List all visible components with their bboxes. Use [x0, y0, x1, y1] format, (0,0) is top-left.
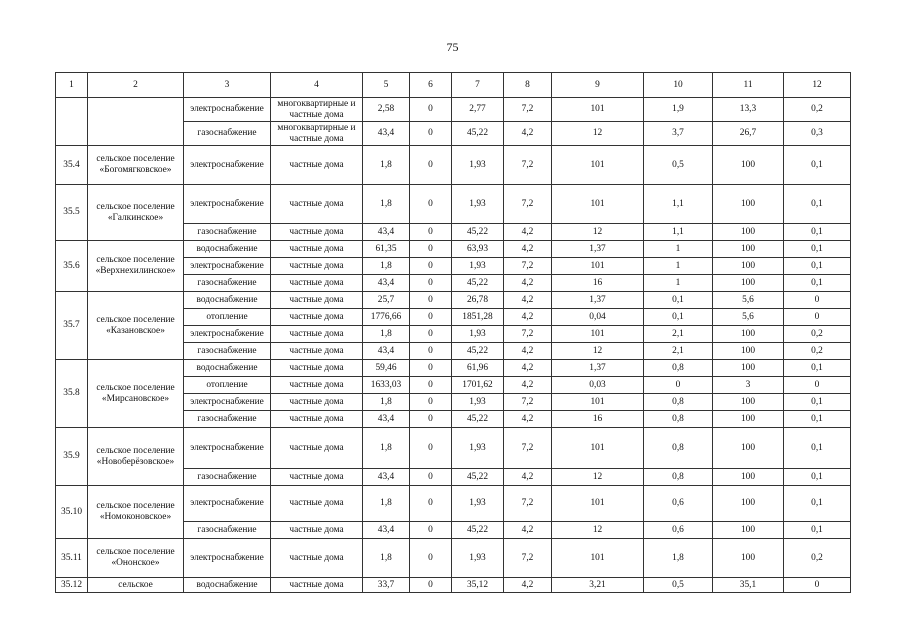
housing-type-cell: частные дома — [271, 185, 363, 224]
col-7-cell: 1,93 — [452, 428, 504, 469]
housing-type-cell: частные дома — [271, 394, 363, 411]
col-9-cell: 12 — [552, 469, 644, 486]
col-10-cell: 0,8 — [644, 469, 713, 486]
col-9-cell: 12 — [552, 343, 644, 360]
settlement-name-cell: сельское поселение «Богомягковское» — [88, 146, 184, 185]
col-6-cell: 0 — [410, 309, 452, 326]
col-11-cell: 100 — [713, 539, 784, 578]
settlement-name-cell: сельское поселение «Новоберёзовское» — [88, 428, 184, 486]
col-6-cell: 0 — [410, 394, 452, 411]
col-7-cell: 1,93 — [452, 394, 504, 411]
table-row — [56, 185, 851, 224]
column-header-12: 12 — [784, 73, 851, 98]
settlement-name-cell: сельское поселение «Мирсановское» — [88, 360, 184, 428]
col-9-cell: 101 — [552, 185, 644, 224]
settlement-name-cell: сельское поселение «Галкинское» — [88, 185, 184, 241]
settlement-name-cell: сельское — [88, 578, 184, 593]
col-12-cell: 0 — [784, 292, 851, 309]
col-8-cell: 4,2 — [504, 122, 552, 146]
housing-type-cell: частные дома — [271, 326, 363, 343]
col-8-cell: 4,2 — [504, 578, 552, 593]
col-5-cell: 1,8 — [363, 185, 410, 224]
col-7-cell: 45,22 — [452, 275, 504, 292]
column-header-5: 5 — [363, 73, 410, 98]
col-10-cell: 0,6 — [644, 486, 713, 522]
col-10-cell: 0,1 — [644, 292, 713, 309]
col-5-cell: 43,4 — [363, 275, 410, 292]
col-5-cell: 1,8 — [363, 326, 410, 343]
col-5-cell: 1,8 — [363, 428, 410, 469]
housing-type-cell: частные дома — [271, 428, 363, 469]
resource-type-cell: электроснабжение — [184, 185, 271, 224]
col-10-cell: 0,8 — [644, 428, 713, 469]
column-header-3: 3 — [184, 73, 271, 98]
resource-type-cell: водоснабжение — [184, 360, 271, 377]
settlement-name-cell: сельское поселение «Верхнехилинское» — [88, 241, 184, 292]
col-9-cell: 0,03 — [552, 377, 644, 394]
col-6-cell: 0 — [410, 241, 452, 258]
resource-type-cell: электроснабжение — [184, 486, 271, 522]
resource-type-cell: газоснабжение — [184, 224, 271, 241]
col-11-cell: 5,6 — [713, 309, 784, 326]
col-10-cell: 0,5 — [644, 146, 713, 185]
table-row — [56, 98, 851, 122]
col-7-cell: 1,93 — [452, 146, 504, 185]
col-10-cell: 1,9 — [644, 98, 713, 122]
col-5-cell: 43,4 — [363, 469, 410, 486]
col-5-cell: 1,8 — [363, 486, 410, 522]
header-row — [56, 73, 851, 98]
col-8-cell: 4,2 — [504, 360, 552, 377]
col-12-cell: 0,1 — [784, 394, 851, 411]
col-5-cell: 1,8 — [363, 146, 410, 185]
housing-type-cell: частные дома — [271, 578, 363, 593]
row-number-cell: 35.8 — [56, 360, 88, 428]
housing-type-cell: частные дома — [271, 377, 363, 394]
col-9-cell: 16 — [552, 411, 644, 428]
col-12-cell: 0,1 — [784, 469, 851, 486]
column-header-10: 10 — [644, 73, 713, 98]
col-7-cell: 63,93 — [452, 241, 504, 258]
col-11-cell: 100 — [713, 241, 784, 258]
col-5-cell: 1,8 — [363, 394, 410, 411]
col-10-cell: 0,5 — [644, 578, 713, 593]
col-10-cell: 2,1 — [644, 343, 713, 360]
col-8-cell: 7,2 — [504, 98, 552, 122]
col-7-cell: 1,93 — [452, 486, 504, 522]
column-header-7: 7 — [452, 73, 504, 98]
col-11-cell: 100 — [713, 258, 784, 275]
col-12-cell: 0,1 — [784, 522, 851, 539]
row-number-cell: 35.4 — [56, 146, 88, 185]
settlement-name-cell: сельское поселение «Номоконовское» — [88, 486, 184, 539]
col-6-cell: 0 — [410, 522, 452, 539]
col-8-cell: 4,2 — [504, 275, 552, 292]
resource-type-cell: отопление — [184, 309, 271, 326]
resource-type-cell: газоснабжение — [184, 122, 271, 146]
housing-type-cell: частные дома — [271, 343, 363, 360]
resource-type-cell: водоснабжение — [184, 241, 271, 258]
data-table — [55, 72, 851, 593]
col-9-cell: 1,37 — [552, 292, 644, 309]
col-10-cell: 0,8 — [644, 394, 713, 411]
col-9-cell: 101 — [552, 428, 644, 469]
col-10-cell: 0,1 — [644, 309, 713, 326]
col-9-cell: 1,37 — [552, 241, 644, 258]
col-5-cell: 43,4 — [363, 224, 410, 241]
col-12-cell: 0,1 — [784, 360, 851, 377]
col-5-cell: 1776,66 — [363, 309, 410, 326]
col-11-cell: 100 — [713, 522, 784, 539]
housing-type-cell: многоквартирные и частные дома — [271, 122, 363, 146]
col-11-cell: 35,1 — [713, 578, 784, 593]
table-row — [56, 292, 851, 309]
col-11-cell: 100 — [713, 428, 784, 469]
col-7-cell: 26,78 — [452, 292, 504, 309]
housing-type-cell: частные дома — [271, 292, 363, 309]
col-5-cell: 1,8 — [363, 258, 410, 275]
col-6-cell: 0 — [410, 343, 452, 360]
housing-type-cell: многоквартирные и частные дома — [271, 98, 363, 122]
col-11-cell: 5,6 — [713, 292, 784, 309]
col-9-cell: 1,37 — [552, 360, 644, 377]
col-7-cell: 35,12 — [452, 578, 504, 593]
row-number-cell: 35.12 — [56, 578, 88, 593]
col-8-cell: 4,2 — [504, 377, 552, 394]
col-11-cell: 100 — [713, 275, 784, 292]
col-9-cell: 12 — [552, 122, 644, 146]
col-8-cell: 7,2 — [504, 185, 552, 224]
col-8-cell: 4,2 — [504, 224, 552, 241]
col-6-cell: 0 — [410, 224, 452, 241]
housing-type-cell: частные дома — [271, 146, 363, 185]
row-number-cell — [56, 98, 88, 146]
resource-type-cell: газоснабжение — [184, 343, 271, 360]
col-8-cell: 4,2 — [504, 522, 552, 539]
col-11-cell: 100 — [713, 486, 784, 522]
col-6-cell: 0 — [410, 146, 452, 185]
col-12-cell: 0,1 — [784, 486, 851, 522]
resource-type-cell: электроснабжение — [184, 98, 271, 122]
col-8-cell: 7,2 — [504, 486, 552, 522]
col-12-cell: 0 — [784, 377, 851, 394]
housing-type-cell: частные дома — [271, 539, 363, 578]
col-12-cell: 0,1 — [784, 258, 851, 275]
col-8-cell: 7,2 — [504, 394, 552, 411]
col-11-cell: 100 — [713, 185, 784, 224]
col-9-cell: 101 — [552, 394, 644, 411]
col-6-cell: 0 — [410, 411, 452, 428]
col-7-cell: 1,93 — [452, 326, 504, 343]
col-6-cell: 0 — [410, 98, 452, 122]
column-header-1: 1 — [56, 73, 88, 98]
col-10-cell: 0,8 — [644, 411, 713, 428]
housing-type-cell: частные дома — [271, 241, 363, 258]
col-12-cell: 0,2 — [784, 98, 851, 122]
housing-type-cell: частные дома — [271, 309, 363, 326]
col-8-cell: 7,2 — [504, 258, 552, 275]
col-9-cell: 101 — [552, 146, 644, 185]
col-10-cell: 2,1 — [644, 326, 713, 343]
resource-type-cell: электроснабжение — [184, 326, 271, 343]
col-6-cell: 0 — [410, 185, 452, 224]
col-12-cell: 0,1 — [784, 411, 851, 428]
col-8-cell: 7,2 — [504, 146, 552, 185]
column-header-9: 9 — [552, 73, 644, 98]
col-8-cell: 7,2 — [504, 326, 552, 343]
resource-type-cell: электроснабжение — [184, 394, 271, 411]
col-10-cell: 1,8 — [644, 539, 713, 578]
col-7-cell: 1,93 — [452, 185, 504, 224]
col-12-cell: 0,1 — [784, 275, 851, 292]
col-6-cell: 0 — [410, 360, 452, 377]
col-11-cell: 100 — [713, 343, 784, 360]
col-8-cell: 4,2 — [504, 292, 552, 309]
col-10-cell: 3,7 — [644, 122, 713, 146]
row-number-cell: 35.11 — [56, 539, 88, 578]
col-11-cell: 100 — [713, 224, 784, 241]
col-10-cell: 1 — [644, 258, 713, 275]
col-12-cell: 0 — [784, 578, 851, 593]
resource-type-cell: газоснабжение — [184, 411, 271, 428]
col-5-cell: 33,7 — [363, 578, 410, 593]
column-header-11: 11 — [713, 73, 784, 98]
col-6-cell: 0 — [410, 539, 452, 578]
col-11-cell: 100 — [713, 469, 784, 486]
col-6-cell: 0 — [410, 258, 452, 275]
row-number-cell: 35.6 — [56, 241, 88, 292]
col-5-cell: 61,35 — [363, 241, 410, 258]
row-number-cell: 35.9 — [56, 428, 88, 486]
col-7-cell: 45,22 — [452, 122, 504, 146]
col-8-cell: 4,2 — [504, 343, 552, 360]
column-header-6: 6 — [410, 73, 452, 98]
table-row — [56, 146, 851, 185]
column-header-2: 2 — [88, 73, 184, 98]
table-row — [56, 241, 851, 258]
col-6-cell: 0 — [410, 292, 452, 309]
housing-type-cell: частные дома — [271, 224, 363, 241]
row-number-cell: 35.5 — [56, 185, 88, 241]
table-row — [56, 486, 851, 522]
housing-type-cell: частные дома — [271, 522, 363, 539]
housing-type-cell: частные дома — [271, 258, 363, 275]
col-12-cell: 0,2 — [784, 539, 851, 578]
col-6-cell: 0 — [410, 469, 452, 486]
col-12-cell: 0,1 — [784, 428, 851, 469]
col-5-cell: 1633,03 — [363, 377, 410, 394]
col-6-cell: 0 — [410, 326, 452, 343]
col-9-cell: 101 — [552, 486, 644, 522]
housing-type-cell: частные дома — [271, 469, 363, 486]
col-6-cell: 0 — [410, 275, 452, 292]
row-number-cell: 35.7 — [56, 292, 88, 360]
col-11-cell: 100 — [713, 326, 784, 343]
col-5-cell: 1,8 — [363, 539, 410, 578]
col-9-cell: 12 — [552, 522, 644, 539]
housing-type-cell: частные дома — [271, 486, 363, 522]
page-number: 75 — [446, 40, 459, 54]
col-5-cell: 43,4 — [363, 343, 410, 360]
col-6-cell: 0 — [410, 428, 452, 469]
col-6-cell: 0 — [410, 122, 452, 146]
col-12-cell: 0 — [784, 309, 851, 326]
housing-type-cell: частные дома — [271, 275, 363, 292]
col-10-cell: 1,1 — [644, 224, 713, 241]
table-row — [56, 428, 851, 469]
col-6-cell: 0 — [410, 377, 452, 394]
col-8-cell: 4,2 — [504, 309, 552, 326]
col-7-cell: 2,77 — [452, 98, 504, 122]
resource-type-cell: электроснабжение — [184, 428, 271, 469]
col-8-cell: 4,2 — [504, 241, 552, 258]
col-8-cell: 7,2 — [504, 539, 552, 578]
resource-type-cell: электроснабжение — [184, 539, 271, 578]
col-6-cell: 0 — [410, 578, 452, 593]
col-12-cell: 0,3 — [784, 122, 851, 146]
settlement-name-cell — [88, 98, 184, 146]
col-10-cell: 0 — [644, 377, 713, 394]
col-5-cell: 43,4 — [363, 122, 410, 146]
col-10-cell: 0,6 — [644, 522, 713, 539]
col-10-cell: 1,1 — [644, 185, 713, 224]
col-12-cell: 0,2 — [784, 343, 851, 360]
settlement-name-cell: сельское поселение «Ононское» — [88, 539, 184, 578]
col-7-cell: 45,22 — [452, 224, 504, 241]
col-11-cell: 100 — [713, 360, 784, 377]
col-10-cell: 0,8 — [644, 360, 713, 377]
col-8-cell: 4,2 — [504, 469, 552, 486]
resource-type-cell: электроснабжение — [184, 258, 271, 275]
col-12-cell: 0,1 — [784, 146, 851, 185]
col-5-cell: 43,4 — [363, 522, 410, 539]
col-11-cell: 100 — [713, 394, 784, 411]
col-7-cell: 45,22 — [452, 469, 504, 486]
col-7-cell: 45,22 — [452, 411, 504, 428]
column-header-8: 8 — [504, 73, 552, 98]
col-8-cell: 7,2 — [504, 428, 552, 469]
column-header-4: 4 — [271, 73, 363, 98]
col-9-cell: 101 — [552, 326, 644, 343]
col-11-cell: 100 — [713, 411, 784, 428]
housing-type-cell: частные дома — [271, 411, 363, 428]
col-5-cell: 25,7 — [363, 292, 410, 309]
col-6-cell: 0 — [410, 486, 452, 522]
col-10-cell: 1 — [644, 241, 713, 258]
col-7-cell: 45,22 — [452, 343, 504, 360]
col-9-cell: 16 — [552, 275, 644, 292]
resource-type-cell: водоснабжение — [184, 292, 271, 309]
col-7-cell: 1,93 — [452, 539, 504, 578]
col-11-cell: 13,3 — [713, 98, 784, 122]
col-11-cell: 3 — [713, 377, 784, 394]
resource-type-cell: газоснабжение — [184, 275, 271, 292]
col-9-cell: 101 — [552, 539, 644, 578]
table-row — [56, 360, 851, 377]
col-9-cell: 101 — [552, 258, 644, 275]
col-9-cell: 3,21 — [552, 578, 644, 593]
col-7-cell: 45,22 — [452, 522, 504, 539]
col-7-cell: 1851,28 — [452, 309, 504, 326]
col-5-cell: 43,4 — [363, 411, 410, 428]
col-7-cell: 61,96 — [452, 360, 504, 377]
row-number-cell: 35.10 — [56, 486, 88, 539]
col-5-cell: 59,46 — [363, 360, 410, 377]
resource-type-cell: электроснабжение — [184, 146, 271, 185]
housing-type-cell: частные дома — [271, 360, 363, 377]
settlement-name-cell: сельское поселение «Казановское» — [88, 292, 184, 360]
table-row — [56, 578, 851, 593]
col-8-cell: 4,2 — [504, 411, 552, 428]
col-11-cell: 100 — [713, 146, 784, 185]
col-7-cell: 1701,62 — [452, 377, 504, 394]
col-10-cell: 1 — [644, 275, 713, 292]
table-row — [56, 539, 851, 578]
col-12-cell: 0,1 — [784, 241, 851, 258]
col-12-cell: 0,2 — [784, 326, 851, 343]
col-9-cell: 0,04 — [552, 309, 644, 326]
resource-type-cell: газоснабжение — [184, 522, 271, 539]
col-12-cell: 0,1 — [784, 224, 851, 241]
col-9-cell: 12 — [552, 224, 644, 241]
resource-type-cell: газоснабжение — [184, 469, 271, 486]
col-11-cell: 26,7 — [713, 122, 784, 146]
resource-type-cell: водоснабжение — [184, 578, 271, 593]
col-12-cell: 0,1 — [784, 185, 851, 224]
col-9-cell: 101 — [552, 98, 644, 122]
resource-type-cell: отопление — [184, 377, 271, 394]
col-5-cell: 2,58 — [363, 98, 410, 122]
col-7-cell: 1,93 — [452, 258, 504, 275]
